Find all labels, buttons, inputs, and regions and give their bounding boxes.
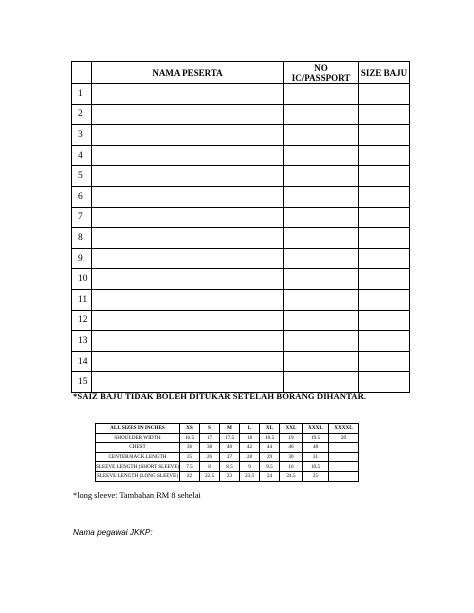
long-sleeve-note: *long sleeve: Tambahan RM 8 sehelai <box>73 491 201 500</box>
ic-cell[interactable] <box>284 310 359 331</box>
size-cell[interactable] <box>359 145 410 166</box>
table-row <box>72 104 410 125</box>
size-chart-cell: 9.5 <box>260 462 280 472</box>
size-chart-cell: 28 <box>240 452 260 462</box>
size-chart-cell: 10.5 <box>303 462 329 472</box>
size-chart-header-cell: XL <box>260 424 280 434</box>
size-chart-cell: 25 <box>180 452 200 462</box>
size-chart-cell: 48 <box>303 443 329 453</box>
ic-cell[interactable] <box>284 166 359 187</box>
table-row <box>72 351 410 372</box>
size-chart-cell: 19.5 <box>303 433 329 443</box>
size-cell[interactable] <box>359 166 410 187</box>
row-number: 5 <box>72 166 92 187</box>
header-ic-line2: IC/PASSPORT <box>291 72 351 83</box>
size-chart-cell: 9 <box>240 462 260 472</box>
row-number: 12 <box>72 310 92 331</box>
size-cell[interactable] <box>359 372 410 393</box>
nama-cell[interactable] <box>92 351 284 372</box>
size-chart-cell <box>329 452 359 462</box>
size-chart-cell: 17.5 <box>220 433 240 443</box>
size-chart-cell: 31 <box>303 452 329 462</box>
row-number: 7 <box>72 207 92 228</box>
ic-cell[interactable] <box>284 331 359 352</box>
size-chart-cell: 42 <box>240 443 260 453</box>
table-row <box>72 289 410 310</box>
size-chart-cell <box>329 443 359 453</box>
nama-cell[interactable] <box>92 289 284 310</box>
header-ic-line1: NO <box>314 62 328 73</box>
nama-cell[interactable] <box>92 372 284 393</box>
size-chart-cell: 24.5 <box>280 471 303 481</box>
size-chart-cell: 27 <box>220 452 240 462</box>
size-cell[interactable] <box>359 186 410 207</box>
size-chart-header-cell: ALL SIZES IN INCHES <box>96 424 180 434</box>
size-cell[interactable] <box>359 228 410 249</box>
size-chart-row <box>96 433 359 443</box>
nama-cell[interactable] <box>92 166 284 187</box>
size-chart-cell: SLEEVE LENGTH (LONG SLEEVE) <box>96 473 179 480</box>
pegawai-label: Nama pegawai JKKP: <box>73 528 153 537</box>
header-size-baju: SIZE BAJU <box>359 62 410 84</box>
size-chart-cell: 36 <box>180 443 200 453</box>
size-chart-header-cell: XXXL <box>303 424 329 434</box>
nama-cell[interactable] <box>92 228 284 249</box>
size-cell[interactable] <box>359 331 410 352</box>
ic-cell[interactable] <box>284 186 359 207</box>
size-chart-cell: 25 <box>303 471 329 481</box>
table-row <box>72 310 410 331</box>
table-row <box>72 228 410 249</box>
size-cell[interactable] <box>359 310 410 331</box>
nama-cell[interactable] <box>92 104 284 125</box>
size-chart-cell: 22 <box>180 471 200 481</box>
size-chart-cell: 29 <box>260 452 280 462</box>
size-cell[interactable] <box>359 104 410 125</box>
nama-cell[interactable] <box>92 269 284 290</box>
size-chart-cell: 24 <box>260 471 280 481</box>
row-number: 14 <box>72 351 92 372</box>
ic-cell[interactable] <box>284 289 359 310</box>
header-nama-peserta: NAMA PESERTA <box>92 62 284 84</box>
size-chart-cell: 16.5 <box>180 433 200 443</box>
size-chart-header-cell: M <box>220 424 240 434</box>
size-chart-row <box>96 452 359 462</box>
size-chart-cell: 30 <box>280 452 303 462</box>
size-chart-cell: 18.5 <box>260 433 280 443</box>
row-number: 2 <box>72 104 92 125</box>
size-chart-cell <box>329 462 359 472</box>
table-row <box>72 372 410 393</box>
size-chart-header-cell: XXL <box>280 424 303 434</box>
ic-cell[interactable] <box>284 228 359 249</box>
ic-cell[interactable] <box>284 207 359 228</box>
row-number: 8 <box>72 228 92 249</box>
participant-table <box>71 61 410 393</box>
ic-cell[interactable] <box>284 104 359 125</box>
row-number: 9 <box>72 248 92 269</box>
size-chart-cell: 17 <box>200 433 220 443</box>
row-number: 6 <box>72 186 92 207</box>
table-row <box>72 269 410 290</box>
header-ic-passport <box>284 62 359 84</box>
size-chart-table <box>95 423 359 482</box>
table-row <box>72 166 410 187</box>
size-chart-cell: SHOULDER WIDTH <box>96 433 180 443</box>
size-cell[interactable] <box>359 125 410 146</box>
size-chart-header-cell: S <box>200 424 220 434</box>
ic-cell[interactable] <box>284 351 359 372</box>
nama-cell[interactable] <box>92 248 284 269</box>
header-num <box>72 62 92 84</box>
nama-cell[interactable] <box>92 186 284 207</box>
row-number: 1 <box>72 84 92 105</box>
table-row <box>72 331 410 352</box>
size-chart-cell: 23 <box>220 471 240 481</box>
size-chart-cell: 8.5 <box>220 462 240 472</box>
size-chart-cell: 38 <box>200 443 220 453</box>
size-chart-cell: CHEST <box>96 443 180 453</box>
participant-table-header <box>72 62 410 84</box>
size-chart-cell: 7.5 <box>180 462 200 472</box>
nama-cell[interactable] <box>92 145 284 166</box>
size-cell[interactable] <box>359 351 410 372</box>
size-chart-cell: CENTER/BACK LENGTH <box>96 452 180 462</box>
size-cell[interactable] <box>359 248 410 269</box>
size-chart-header-cell: XS <box>180 424 200 434</box>
size-chart-row <box>96 443 359 453</box>
nama-cell[interactable] <box>92 125 284 146</box>
table-row <box>72 84 410 105</box>
nama-cell[interactable] <box>92 207 284 228</box>
ic-cell[interactable] <box>284 248 359 269</box>
size-chart-cell: 10 <box>280 462 303 472</box>
row-number: 3 <box>72 125 92 146</box>
table-row <box>72 186 410 207</box>
ic-cell[interactable] <box>284 145 359 166</box>
size-cell[interactable] <box>359 269 410 290</box>
row-number: 13 <box>72 331 92 352</box>
size-chart-cell: SLEEVE LENGTH (SHORT SLEEVE) <box>96 463 180 470</box>
row-number: 10 <box>72 269 92 290</box>
nama-cell[interactable] <box>92 310 284 331</box>
size-chart-cell: 26 <box>200 452 220 462</box>
size-chart-cell: 22.5 <box>200 471 220 481</box>
ic-cell[interactable] <box>284 125 359 146</box>
size-exchange-note: *SAIZ BAJU TIDAK BOLEH DITUKAR SETELAH BORANG DIHANTAR. <box>73 391 367 401</box>
size-chart-row <box>96 462 359 472</box>
row-number: 11 <box>72 289 92 310</box>
table-row <box>72 207 410 228</box>
ic-cell[interactable] <box>284 372 359 393</box>
table-row <box>72 145 410 166</box>
size-cell[interactable] <box>359 289 410 310</box>
row-number: 4 <box>72 145 92 166</box>
nama-cell[interactable] <box>92 84 284 105</box>
size-chart-cell: 23.5 <box>240 471 260 481</box>
size-chart-cell: 8 <box>200 462 220 472</box>
size-chart-row <box>96 471 359 481</box>
table-row <box>72 248 410 269</box>
size-chart-header <box>96 424 359 434</box>
size-chart-cell <box>329 471 359 481</box>
ic-cell[interactable] <box>284 269 359 290</box>
size-chart-cell: 20 <box>329 433 359 443</box>
nama-cell[interactable] <box>92 331 284 352</box>
size-chart-header-cell: XXXXL <box>329 424 359 434</box>
ic-cell[interactable] <box>284 84 359 105</box>
table-row <box>72 125 410 146</box>
size-chart-cell: 44 <box>260 443 280 453</box>
size-chart-cell: 19 <box>280 433 303 443</box>
size-chart-cell: 46 <box>280 443 303 453</box>
row-number: 15 <box>72 372 92 393</box>
size-chart-header-cell: L <box>240 424 260 434</box>
size-chart-cell: 18 <box>240 433 260 443</box>
size-chart-cell: 40 <box>220 443 240 453</box>
size-cell[interactable] <box>359 84 410 105</box>
size-cell[interactable] <box>359 207 410 228</box>
